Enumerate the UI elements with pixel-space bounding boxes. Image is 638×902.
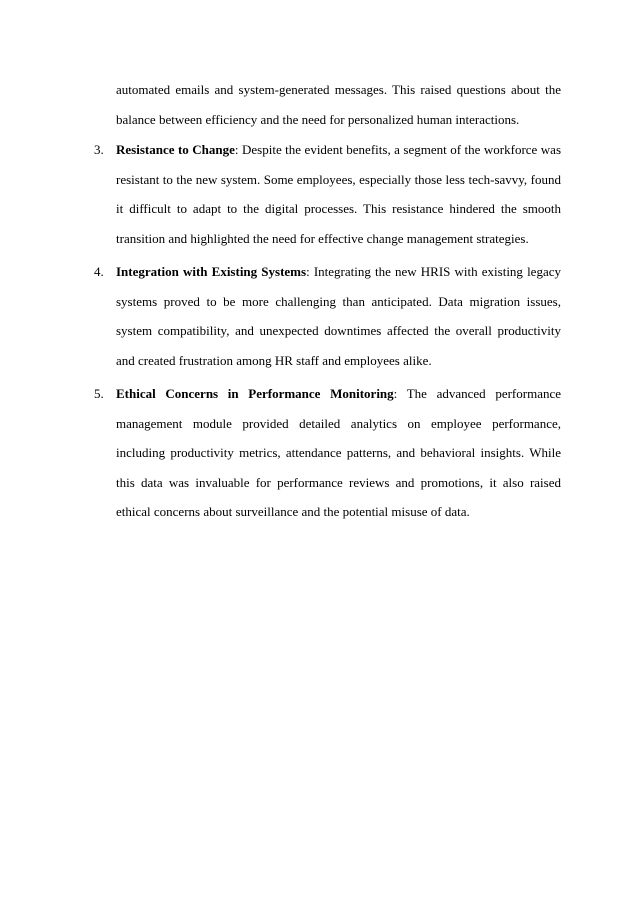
list-item-text: : Integrating the new HRIS with existing legacy systems proved to be more challenging than anticipated. Data migration issues, system compatibility, and unexpected downtimes affected the overall productivity and created frustration among HR staff and employees alike. — [116, 264, 561, 368]
continued-paragraph — [116, 75, 561, 134]
list-item-number: 3. — [94, 142, 104, 157]
list-item-number: 5. — [94, 386, 104, 401]
list-item-text: : Despite the evident benefits, a segment of the workforce was resistant to the new system. Some employees, especially those less tech-savvy, found it difficult to adapt to the digital processes. This resistance hindered the smooth transition and highlighted the need for effective change management strategies. — [116, 142, 562, 246]
list-item-integration — [94, 257, 561, 375]
list-item-paragraph — [116, 379, 561, 527]
list-item-paragraph — [116, 257, 561, 375]
list-item-term: Resistance to Change — [116, 142, 235, 157]
continued-paragraph-text: automated emails and system-generated messages. This raised questions about the balance between efficiency and the need for personalized human interactions. — [116, 82, 561, 127]
list-item-ethical-concerns — [94, 379, 561, 527]
list-item-term: Integration with Existing Systems — [116, 264, 307, 279]
list-item-text: : The advanced performance management module provided detailed analytics on employee performance, including productivity metrics, attendance patterns, and behavioral insights. While this data was invaluable for performance reviews and promotions, it also raised ethical concerns about surveillance and the potential misuse of data. — [116, 386, 562, 519]
list-item-paragraph — [116, 135, 561, 253]
list-item-number: 4. — [94, 264, 104, 279]
challenges-list — [94, 135, 561, 531]
list-item-term: Ethical Concerns in Performance Monitoring — [116, 386, 394, 401]
list-item-resistance-to-change — [94, 135, 561, 253]
